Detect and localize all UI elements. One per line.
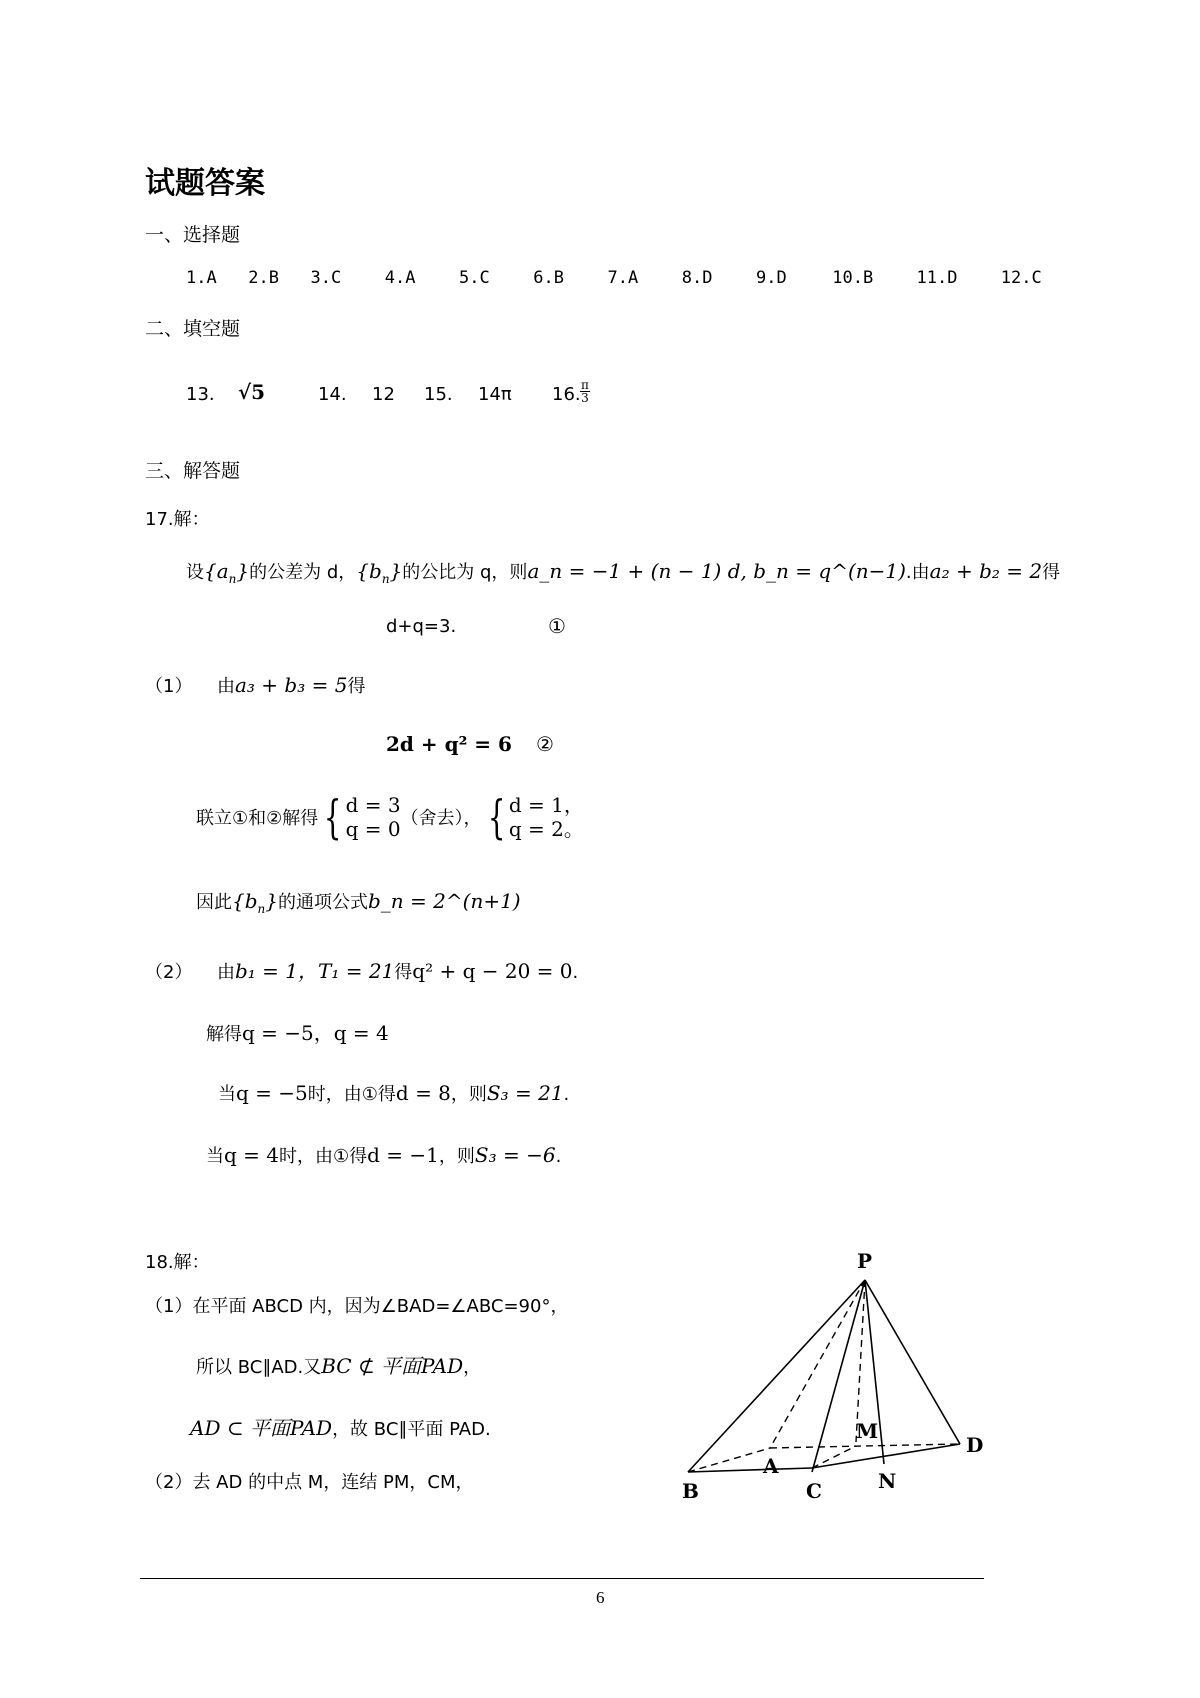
text: ，则: [438, 1146, 475, 1167]
fill-q15-value: 14π: [478, 384, 512, 405]
text: 得: [1042, 562, 1061, 583]
answer-3: 3.C: [310, 268, 342, 288]
text: （舍去），: [400, 808, 482, 829]
p17-part2: [145, 955, 578, 984]
page-number: 6: [596, 1588, 605, 1607]
p18-line-1: （1）在平面 ABCD 内，因为∠BAD=∠ABC=90°，: [145, 1296, 569, 1317]
formula: S₃ = 21: [486, 1081, 564, 1105]
fill-q14-value: 12: [372, 384, 395, 405]
section-heading-fill: 二、填空题: [145, 318, 241, 340]
answer-8: 8.D: [681, 268, 713, 288]
pyramid-figure: [670, 1240, 1010, 1520]
system-1-line-1: d = 3: [345, 793, 401, 817]
edge-pa: [770, 1280, 865, 1448]
seq-a-name: {a: [204, 559, 229, 583]
seq-b: $\{b_n\}$: [232, 889, 278, 916]
answer-10: 10.B: [832, 268, 874, 288]
fraction-numerator: π: [581, 378, 589, 392]
fill-q16-label: 16.: [552, 384, 581, 405]
formula-quadratic: q² + q − 20 = 0: [412, 959, 573, 983]
answer-4: 4.A: [384, 268, 416, 288]
text: .由: [905, 562, 930, 583]
text: ，则: [450, 1084, 487, 1105]
fill-q13-label: 13.: [186, 384, 215, 405]
fill-q13-value: √5: [238, 380, 266, 404]
equation-2-mark: ②: [536, 732, 554, 756]
formula-a3-b3: a₃ + b₃ = 5: [235, 673, 348, 697]
answer-1: 1.A: [186, 268, 217, 288]
system-2-line-1: d = 1，: [508, 793, 584, 817]
text: 的通项公式: [278, 892, 368, 913]
formula: q = 4: [224, 1143, 279, 1167]
p18-line-2: [196, 1350, 481, 1379]
equation-1: d+q=3.: [386, 616, 457, 637]
system-1-line-2: q = 0: [345, 817, 401, 841]
answer-2: 2.B: [248, 268, 279, 288]
formula: d = 8: [395, 1081, 451, 1105]
footer-divider: [140, 1578, 984, 1579]
text: 的公差为 d，: [249, 562, 357, 583]
p17-case-1: [218, 1080, 569, 1106]
system-2-line-2: q = 2。: [508, 817, 584, 841]
answer-9: 9.D: [756, 268, 787, 288]
text: .: [555, 1146, 562, 1167]
equation-1-mark: ①: [548, 614, 566, 638]
answer-12: 12.C: [1000, 268, 1042, 288]
part-label: （2）: [145, 962, 193, 983]
edge-bc: [688, 1468, 812, 1472]
edge-ad: [770, 1444, 960, 1448]
answer-7: 7.A: [607, 268, 639, 288]
edge-cd: [812, 1444, 960, 1468]
p17-part1: [145, 672, 365, 698]
text: .: [563, 1084, 570, 1105]
seq-b: $\{b_n\}$: [356, 559, 403, 586]
part-label: （1）: [145, 676, 193, 697]
p18-line-4: （2）去 AD 的中点 M，连结 PM，CM，: [145, 1472, 474, 1493]
text: 得: [347, 676, 366, 697]
formula: q = −5: [236, 1081, 308, 1105]
formula-a2-b2: a₂ + b₂ = 2: [929, 559, 1043, 583]
text: 时，由①得: [307, 1084, 396, 1105]
page-title: 试题答案: [145, 166, 265, 201]
p17-line1: [186, 558, 1060, 586]
text: 由: [217, 962, 235, 983]
brace-icon: {: [324, 790, 342, 844]
equation-2: 2d + q² = 6: [386, 732, 512, 756]
vertex-label-n: N: [878, 1469, 897, 1493]
p17-case-2: [206, 1142, 561, 1168]
system-2: [482, 790, 584, 844]
text: 当: [218, 1084, 236, 1105]
vertex-label-b: B: [682, 1479, 699, 1503]
section-heading-solve: 三、解答题: [145, 460, 241, 482]
formula-roots: q = −5，q = 4: [242, 1021, 389, 1045]
formula: BC ⊄ 平面PAD: [321, 1354, 464, 1378]
text: .: [572, 962, 579, 983]
p17-general-formula: [196, 888, 521, 916]
formula-b1-t1: b₁ = 1，T₁ = 21: [235, 959, 395, 983]
text: 由: [217, 676, 235, 697]
text: 当: [206, 1146, 224, 1167]
text: 的公比为 q，则: [402, 562, 528, 583]
formula-bn: b_n = 2^(n+1): [368, 889, 521, 913]
vertex-label-c: C: [806, 1479, 822, 1503]
text: 因此: [196, 892, 232, 913]
fill-q15-label: 15.: [424, 384, 453, 405]
text: ，故 BC∥平面 PAD.: [332, 1419, 491, 1440]
p18-line-3: [190, 1412, 491, 1441]
brace-icon: {: [487, 790, 505, 844]
fill-q14-label: 14.: [318, 384, 347, 405]
p17-solve-system: [196, 790, 584, 844]
seq-b-name: {b: [232, 889, 258, 913]
text: 设: [186, 562, 204, 583]
vertex-label-a: A: [763, 1454, 779, 1478]
system-1: [318, 790, 401, 844]
vertex-label-d: D: [966, 1433, 984, 1457]
answer-11: 11.D: [916, 268, 958, 288]
fill-q16-fraction: [580, 379, 590, 404]
choice-answers: [186, 268, 1061, 288]
formula: AD ⊂ 平面PAD: [190, 1416, 333, 1440]
section-heading-choice: 一、选择题: [145, 224, 241, 246]
answer-5: 5.C: [459, 268, 490, 288]
problem-17-label: 17.解：: [145, 509, 210, 530]
text: 解得: [206, 1024, 242, 1045]
vertex-label-m: M: [856, 1419, 879, 1443]
vertex-label-p: P: [857, 1249, 873, 1273]
formula: d = −1: [367, 1143, 439, 1167]
formula-general-terms: a_n = −1 + (n − 1) d, b_n = q^(n−1): [527, 559, 906, 583]
edge-ba: [688, 1448, 770, 1472]
formula: S₃ = −6: [474, 1143, 556, 1167]
text: 时，由①得: [279, 1146, 368, 1167]
text: 联立①和②解得: [196, 808, 319, 829]
p17-roots: [206, 1017, 389, 1046]
answer-6: 6.B: [533, 268, 564, 288]
text: ，: [463, 1357, 482, 1378]
seq-b-name: {b: [356, 559, 382, 583]
edge-pm: [856, 1280, 865, 1442]
problem-18-label: 18.解：: [145, 1252, 210, 1273]
text: 所以 BC∥AD.又: [196, 1357, 322, 1378]
text: 得: [394, 962, 413, 983]
fraction-denominator: 3: [581, 391, 589, 405]
seq-a: $\{a_n\}$: [204, 559, 250, 586]
